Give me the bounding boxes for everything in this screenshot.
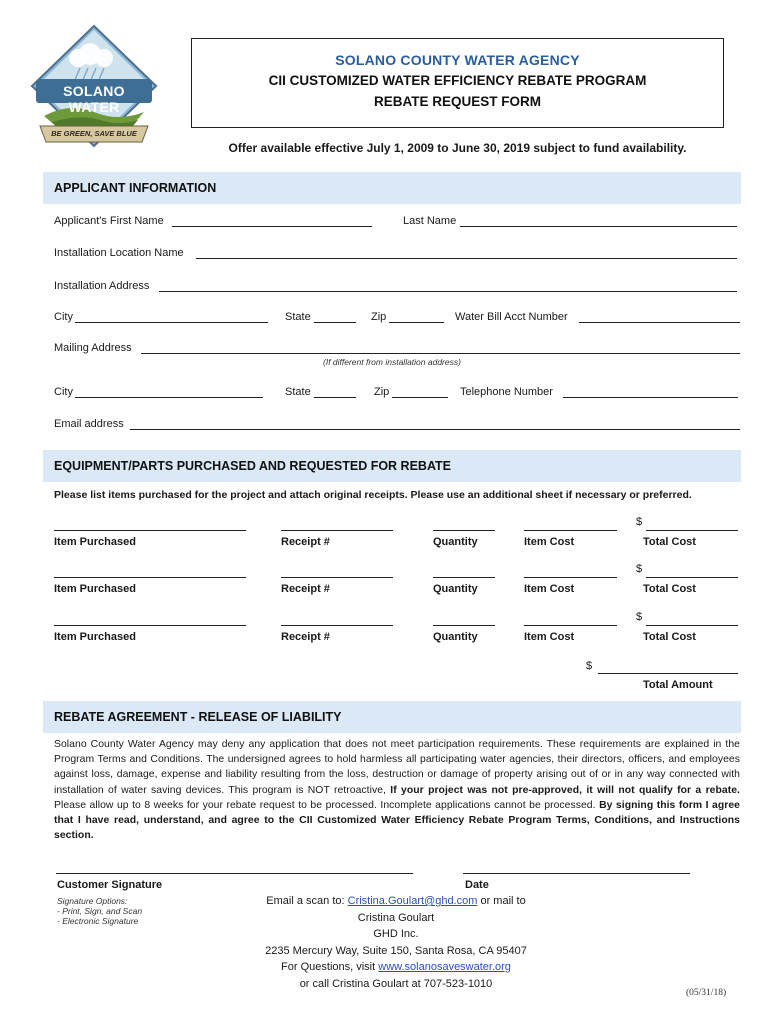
applicant-section-heading: APPLICANT INFORMATION [43, 172, 741, 204]
water-bill-field[interactable] [579, 322, 740, 323]
logo-tagline: BE GREEN, SAVE BLUE [51, 129, 137, 138]
item-purchased-field-3[interactable] [54, 625, 246, 626]
contact-company: GHD Inc. [373, 928, 419, 940]
mailing-state-field[interactable] [314, 397, 356, 398]
last-name-label: Last Name [403, 215, 457, 227]
date-label: Date [465, 879, 489, 891]
total-amount-label: Total Amount [643, 679, 713, 691]
state-field[interactable] [314, 322, 356, 323]
form-name: REBATE REQUEST FORM [373, 94, 541, 109]
contact-web-line: For Questions, visit www.solanosaveswater.org [281, 961, 511, 973]
quantity-label-1: Quantity [433, 536, 478, 548]
mailing-address-field[interactable] [141, 353, 740, 354]
telephone-label: Telephone Number [460, 386, 553, 398]
email-field[interactable] [130, 429, 740, 430]
last-name-field[interactable] [460, 226, 737, 227]
city-field[interactable] [75, 322, 268, 323]
quantity-field-3[interactable] [433, 625, 495, 626]
item-purchased-label-2: Item Purchased [54, 583, 136, 595]
location-name-label: Installation Location Name [54, 247, 184, 259]
signature-options-title: Signature Options: [57, 896, 128, 906]
first-name-label: Applicant's First Name [54, 215, 164, 227]
agency-name: SOLANO COUNTY WATER AGENCY [335, 52, 580, 68]
revision-date: (05/31/18) [686, 988, 727, 998]
install-address-field[interactable] [159, 291, 737, 292]
receipt-field-3[interactable] [281, 625, 393, 626]
date-field[interactable] [463, 873, 690, 874]
item-cost-field-2[interactable] [524, 577, 617, 578]
item-cost-label-2: Item Cost [524, 583, 575, 595]
agreement-section-heading: REBATE AGREEMENT - RELEASE OF LIABILITY [43, 701, 741, 733]
quantity-field-2[interactable] [433, 577, 495, 578]
mailing-zip-label: Zip [374, 386, 390, 398]
total-amount-field[interactable] [598, 673, 738, 674]
item-purchased-label-1: Item Purchased [54, 536, 136, 548]
city-label: City [54, 311, 73, 323]
receipt-label-3: Receipt # [281, 631, 330, 643]
total-cost-dollar-3: $ [636, 611, 643, 623]
total-cost-dollar-2: $ [636, 563, 643, 575]
item-cost-field-1[interactable] [524, 530, 617, 531]
item-purchased-field-2[interactable] [54, 577, 246, 578]
total-cost-dollar-1: $ [636, 516, 643, 528]
agreement-text: Solano County Water Agency may deny any application that does not meet participation requirements. These requirements are explained in the Program Terms and Conditions. The undersigned agrees to hold harmless all participating water agencies, their directors, officers, and employees against loss, damage, expense and liability resulting from the loss, destruction or damage of property arising out of or in any way connected with installation of water saving devices. This program is NOT retroactive, If your project was not pre-approved, it will not qualify for a rebate. Please allow up to 8 weeks for your rebate request to be processed. Incomplete applications cannot be processed. By signing this form I agree that I have read, understand, and agree to the CII Customized Water Efficiency Rebate Program Terms, Conditions, and Instructions section. [54, 739, 741, 842]
mailing-city-field[interactable] [75, 397, 263, 398]
total-cost-label-3: Total Cost [643, 631, 696, 643]
total-cost-label-1: Total Cost [643, 536, 696, 548]
quantity-field-1[interactable] [433, 530, 495, 531]
total-cost-field-3[interactable] [646, 625, 738, 626]
signature-option-electronic: - Electronic Signature [57, 916, 139, 926]
mailing-address-label: Mailing Address [54, 342, 132, 354]
mailing-city-label: City [54, 386, 73, 398]
item-cost-label-1: Item Cost [524, 536, 575, 548]
solano-water-logo [30, 24, 158, 156]
item-cost-label-3: Item Cost [524, 631, 575, 643]
zip-label: Zip [371, 311, 387, 323]
quantity-label-3: Quantity [433, 631, 478, 643]
item-purchased-label-3: Item Purchased [54, 631, 136, 643]
total-amount-dollar: $ [586, 660, 593, 672]
item-cost-field-3[interactable] [524, 625, 617, 626]
contact-email-line: Email a scan to: Cristina.Goulart@ghd.com or mail to [266, 895, 526, 907]
equipment-instructions: Please list items purchased for the project and attach original receipts. Please use an additional sheet if necessary or preferred. [54, 489, 692, 501]
offer-statement: Offer available effective July 1, 2009 to June 30, 2019 subject to fund availability. [228, 141, 687, 155]
receipt-label-2: Receipt # [281, 583, 330, 595]
quantity-label-2: Quantity [433, 583, 478, 595]
program-name: CII CUSTOMIZED WATER EFFICIENCY REBATE PROGRAM [268, 73, 647, 88]
mailing-zip-field[interactable] [392, 397, 448, 398]
water-bill-label: Water Bill Acct Number [455, 311, 568, 323]
total-cost-field-1[interactable] [646, 530, 738, 531]
signature-option-print: - Print, Sign, and Scan [57, 906, 143, 916]
contact-name: Cristina Goulart [357, 911, 435, 924]
location-name-field[interactable] [196, 258, 737, 259]
item-purchased-field-1[interactable] [54, 530, 246, 531]
contact-website-link[interactable]: www.solanosaveswater.org [378, 961, 511, 973]
contact-phone: or call Cristina Goulart at 707-523-1010 [299, 977, 493, 990]
telephone-field[interactable] [563, 397, 738, 398]
receipt-field-1[interactable] [281, 530, 393, 531]
state-label: State [285, 311, 311, 323]
mailing-state-label: State [285, 386, 311, 398]
install-address-label: Installation Address [54, 280, 150, 292]
form-title-box [191, 38, 724, 128]
zip-field[interactable] [389, 322, 444, 323]
contact-email-link[interactable]: Cristina.Goulart@ghd.com [347, 895, 478, 907]
first-name-field[interactable] [172, 226, 372, 227]
contact-address: 2235 Mercury Way, Suite 150, Santa Rosa, CA 95407 [265, 944, 527, 957]
email-label: Email address [54, 418, 124, 430]
customer-signature-label: Customer Signature [57, 879, 163, 891]
logo-name: SOLANO WATER [63, 83, 125, 115]
total-cost-field-2[interactable] [646, 577, 738, 578]
contact-block [246, 893, 546, 992]
mailing-address-note: (If different from installation address) [323, 357, 461, 367]
receipt-field-2[interactable] [281, 577, 393, 578]
receipt-label-1: Receipt # [281, 536, 330, 548]
equipment-section-heading: EQUIPMENT/PARTS PURCHASED AND REQUESTED FOR REBATE [43, 450, 741, 482]
total-cost-label-2: Total Cost [643, 583, 696, 595]
customer-signature-field[interactable] [56, 873, 413, 874]
